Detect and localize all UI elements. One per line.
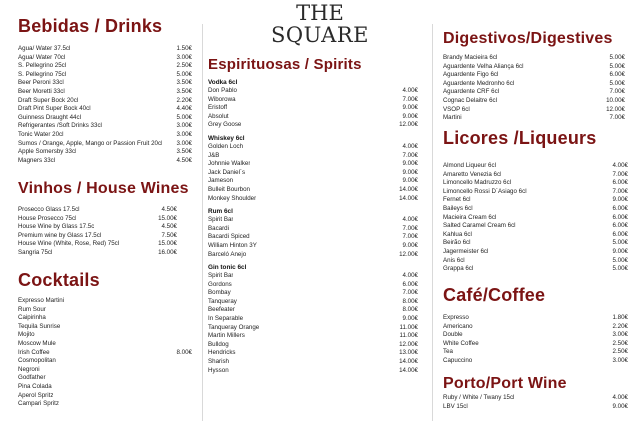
menu-item-price: 4.50€ bbox=[176, 156, 192, 164]
menu-item-name: Grey Goose bbox=[208, 121, 242, 129]
menu-item bbox=[443, 162, 628, 171]
menu-item-price: 7.00€ bbox=[402, 151, 418, 159]
menu-item-price: 14.00€ bbox=[399, 194, 418, 202]
menu-item bbox=[208, 298, 418, 307]
menu-item-name: Limoncello Rossi D´Asiago 6cl bbox=[443, 187, 527, 195]
menu-item-price: 4.00€ bbox=[402, 87, 418, 94]
menu-item-price: 11.00€ bbox=[399, 332, 418, 340]
menu-item-name: J&B bbox=[208, 151, 220, 159]
menu-item bbox=[18, 54, 192, 63]
menu-item-name: Caipirinha bbox=[18, 314, 46, 322]
menu-item-name: Guinness Draught 44cl bbox=[18, 113, 81, 121]
menu-item-name: Aperol Spritz bbox=[18, 391, 54, 399]
menu-item-price: 9.00€ bbox=[402, 160, 418, 168]
menu-item-price: 7.50€ bbox=[161, 231, 177, 239]
menu-item bbox=[443, 231, 628, 240]
menu-item-price bbox=[188, 366, 192, 375]
menu-item-price: 4.00€ bbox=[402, 216, 418, 224]
menu-item-price: 15.00€ bbox=[158, 214, 177, 222]
menu-item-name: Double bbox=[443, 331, 463, 339]
menu-item-price: 7.00€ bbox=[609, 88, 625, 96]
menu-item-price: 3.50€ bbox=[176, 87, 192, 95]
menu-item-name: Macieira Cream 6cl bbox=[443, 213, 497, 221]
menu-item-name: Spirit Bar bbox=[208, 216, 234, 224]
menu-item bbox=[443, 106, 625, 115]
menu-item-price: 6.00€ bbox=[612, 230, 628, 238]
menu-item-price: 6.00€ bbox=[612, 179, 628, 187]
menu-item-price: 8.00€ bbox=[402, 297, 418, 305]
menu-item bbox=[208, 233, 418, 242]
menu-item-price: 1.50€ bbox=[176, 45, 192, 52]
menu-item-price: 5.00€ bbox=[609, 79, 625, 87]
menu-item bbox=[208, 152, 418, 161]
menu-item-name: Baileys 6cl bbox=[443, 204, 473, 212]
menu-item-price: 5.00€ bbox=[612, 265, 628, 273]
menu-item bbox=[208, 324, 418, 333]
menu-item bbox=[18, 122, 192, 131]
coffee-list bbox=[443, 314, 628, 366]
menu-item bbox=[443, 394, 628, 403]
menu-item-price: 3.00€ bbox=[612, 331, 628, 339]
section-title-wines: Vinhos / House Wines bbox=[18, 180, 189, 197]
menu-item-price bbox=[188, 400, 192, 409]
menu-item bbox=[18, 340, 192, 349]
wines-list bbox=[18, 206, 177, 258]
menu-item-name: Americano bbox=[443, 322, 473, 330]
menu-item-name: Mojito bbox=[18, 331, 35, 339]
menu-item bbox=[443, 314, 628, 323]
menu-item-name: Gordons bbox=[208, 280, 232, 288]
menu-item-price: 2.20€ bbox=[612, 322, 628, 330]
cocktails-list bbox=[18, 297, 192, 409]
menu-item-name: Spirit Bar bbox=[208, 272, 234, 280]
menu-item-price: 4.00€ bbox=[402, 142, 418, 150]
menu-item-name: Monkey Shoulder bbox=[208, 194, 257, 202]
menu-item bbox=[18, 88, 192, 97]
menu-item-name: Eristoff bbox=[208, 104, 228, 112]
menu-item-name: Almond Liqueur 6cl bbox=[443, 162, 496, 169]
column-divider bbox=[202, 24, 203, 421]
menu-item bbox=[18, 215, 177, 224]
menu-item-name: Godfather bbox=[18, 374, 46, 382]
menu-item-price bbox=[188, 383, 192, 392]
menu-item-price bbox=[188, 297, 192, 306]
menu-item-price bbox=[188, 331, 192, 340]
menu-item-name: Capuccino bbox=[443, 356, 473, 364]
menu-item bbox=[18, 105, 192, 114]
menu-item bbox=[18, 223, 177, 232]
menu-item bbox=[443, 331, 628, 340]
menu-item bbox=[18, 314, 192, 323]
menu-item-price: 2.20€ bbox=[176, 96, 192, 104]
menu-item-price: 8.00€ bbox=[402, 306, 418, 314]
menu-item-name: Johnnie Walker bbox=[208, 160, 251, 168]
menu-item-name: Anis 6cl bbox=[443, 256, 465, 264]
menu-item-price: 3.50€ bbox=[176, 148, 192, 156]
menu-item-name: Aguardente CRF 6cl bbox=[443, 88, 500, 96]
menu-item-price: 9.00€ bbox=[402, 177, 418, 185]
menu-item-price: 6.00€ bbox=[609, 71, 625, 79]
section-title-coffee: Café/Coffee bbox=[443, 285, 546, 305]
menu-item-price: 14.00€ bbox=[399, 185, 418, 193]
menu-item-name: Draft Super Bock 20cl bbox=[18, 96, 79, 104]
menu-item-price: 12.00€ bbox=[399, 121, 418, 129]
menu-item bbox=[18, 140, 192, 149]
drinks-list bbox=[18, 45, 192, 165]
logo bbox=[262, 2, 378, 46]
menu-item-price: 14.00€ bbox=[399, 358, 418, 366]
menu-item-price: 11.00€ bbox=[399, 323, 418, 331]
menu-item bbox=[443, 54, 625, 63]
menu-item bbox=[208, 113, 418, 122]
menu-item-name: Prosecco Glass 17.5cl bbox=[18, 206, 80, 213]
menu-item-price: 5.00€ bbox=[609, 62, 625, 70]
menu-item-name: Jack Daniel´s bbox=[208, 168, 246, 176]
menu-item-name: Jameson bbox=[208, 177, 234, 185]
menu-item-price: 2.50€ bbox=[612, 348, 628, 356]
menu-item-price: 12.00€ bbox=[606, 105, 625, 113]
menu-item-name: Hysson bbox=[208, 366, 229, 374]
spirits-group-title: Gin tonic 6cl bbox=[208, 264, 247, 272]
menu-item-price: 4.00€ bbox=[402, 272, 418, 280]
menu-item-price: 9.00€ bbox=[612, 402, 628, 410]
menu-item bbox=[443, 248, 628, 257]
menu-item bbox=[208, 104, 418, 113]
menu-item-name: In Separable bbox=[208, 315, 244, 323]
menu-item-price: 9.00€ bbox=[402, 112, 418, 120]
menu-item-name: Grappa 6cl bbox=[443, 265, 474, 273]
menu-item bbox=[18, 297, 192, 306]
menu-item bbox=[443, 348, 628, 357]
spirits-group-title: Vodka 6cl bbox=[208, 79, 238, 86]
menu-item-price: 15.00€ bbox=[158, 240, 177, 248]
menu-item bbox=[18, 349, 192, 358]
section-title-spirits: Espirituosas / Spirits bbox=[208, 56, 362, 73]
menu-item-price: 9.00€ bbox=[402, 168, 418, 176]
menu-item-name: Moscow Mule bbox=[18, 339, 56, 347]
section-title-drinks: Bebidas / Drinks bbox=[18, 16, 163, 36]
menu-item-name: Hendricks bbox=[208, 349, 236, 357]
menu-item-name: Agua/ Water 70cl bbox=[18, 53, 66, 61]
menu-item-name: VSOP 6cl bbox=[443, 105, 470, 113]
menu-item-price: 7.00€ bbox=[402, 95, 418, 103]
menu-item-name: Premium wine by Glass 17.5cl bbox=[18, 231, 102, 239]
menu-item-name: Expresso bbox=[443, 314, 469, 321]
menu-item-name: Barceló Anejo bbox=[208, 250, 247, 258]
menu-item-price: 3.00€ bbox=[612, 356, 628, 364]
menu-item-price: 7.00€ bbox=[402, 233, 418, 241]
menu-item-name: Bombay bbox=[208, 289, 231, 297]
menu-item-name: Tea bbox=[443, 348, 453, 356]
menu-item bbox=[208, 332, 418, 341]
menu-item-price: 4.00€ bbox=[612, 394, 628, 401]
menu-item bbox=[208, 216, 418, 225]
menu-item-name: Beefeater bbox=[208, 306, 235, 314]
menu-item-name: Cosmopolitan bbox=[18, 357, 56, 365]
menu-item-name: Tequila Sunrise bbox=[18, 322, 61, 330]
menu-item-name: Aguardente Medronho 6cl bbox=[443, 79, 515, 87]
menu-item bbox=[18, 114, 192, 123]
menu-item bbox=[18, 232, 177, 241]
menu-item bbox=[18, 97, 192, 106]
menu-item-price bbox=[188, 323, 192, 332]
menu-item bbox=[208, 225, 418, 234]
menu-item bbox=[208, 143, 418, 152]
menu-item bbox=[208, 349, 418, 358]
menu-item-name: Tanqueray bbox=[208, 297, 237, 305]
menu-item bbox=[443, 171, 628, 180]
menu-item-name: Campari Spritz bbox=[18, 400, 59, 408]
spirits-group-title: Rum 6cl bbox=[208, 208, 233, 216]
menu-item-price: 4.50€ bbox=[161, 206, 177, 213]
menu-item-price bbox=[188, 314, 192, 323]
menu-item bbox=[18, 366, 192, 375]
menu-item bbox=[443, 403, 628, 412]
menu-item bbox=[208, 289, 418, 298]
menu-item-name: Rum Sour bbox=[18, 305, 46, 313]
menu-item bbox=[443, 196, 628, 205]
porto-list bbox=[443, 394, 628, 411]
menu-item bbox=[443, 114, 625, 123]
menu-item-price bbox=[188, 392, 192, 401]
menu-item-price bbox=[188, 374, 192, 383]
menu-item-name: Kahlua 6cl bbox=[443, 230, 472, 238]
menu-item bbox=[208, 160, 418, 169]
menu-item-price: 12.00€ bbox=[399, 340, 418, 348]
menu-item-price: 3.00€ bbox=[176, 53, 192, 61]
menu-item bbox=[443, 97, 625, 106]
menu-item bbox=[208, 341, 418, 350]
liqueurs-list bbox=[443, 162, 628, 274]
menu-item bbox=[18, 374, 192, 383]
menu-item bbox=[443, 71, 625, 80]
menu-item-name: Ruby / White / Twany 15cl bbox=[443, 394, 515, 401]
menu-item-price: 7.00€ bbox=[609, 114, 625, 122]
menu-item-name: House Prosecco 75cl bbox=[18, 214, 77, 222]
menu-item bbox=[208, 169, 418, 178]
menu-item-name: Refrigerantes /Soft Drinks 33cl bbox=[18, 122, 102, 130]
menu-item bbox=[18, 131, 192, 140]
menu-item-name: Sangria 75cl bbox=[18, 248, 53, 256]
menu-item-name: Agua/ Water 37.5cl bbox=[18, 45, 71, 52]
menu-item-price: 5.00€ bbox=[176, 70, 192, 78]
menu-item-price: 2.50€ bbox=[176, 62, 192, 70]
menu-item bbox=[18, 62, 192, 71]
menu-item-price: 9.00€ bbox=[402, 315, 418, 323]
menu-item-name: Don Pablo bbox=[208, 87, 237, 94]
menu-item bbox=[208, 177, 418, 186]
menu-item-name: Expresso Martini bbox=[18, 297, 65, 304]
menu-item bbox=[208, 358, 418, 367]
section-title-porto: Porto/Port Wine bbox=[443, 375, 567, 392]
menu-item bbox=[208, 186, 418, 195]
menu-item-price: 7.00€ bbox=[612, 187, 628, 195]
menu-item bbox=[443, 188, 628, 197]
menu-item-name: Brandy Macieira 6cl bbox=[443, 54, 498, 61]
section-title-cocktails: Cocktails bbox=[18, 270, 100, 290]
menu-item bbox=[443, 239, 628, 248]
spirits-list bbox=[208, 78, 418, 375]
menu-item bbox=[443, 88, 625, 97]
menu-item-price: 16.00€ bbox=[158, 248, 177, 256]
spirits-group-title: Whiskey 6cl bbox=[208, 134, 245, 142]
menu-item-price: 9.00€ bbox=[402, 104, 418, 112]
menu-item-name: Irish Coffee bbox=[18, 348, 50, 356]
menu-item-name: LBV 15cl bbox=[443, 402, 468, 410]
menu-item-price bbox=[188, 306, 192, 315]
menu-item-name: Fernet 6cl bbox=[443, 196, 471, 204]
menu-item-price: 6.00€ bbox=[612, 222, 628, 230]
menu-item-price: 9.00€ bbox=[402, 241, 418, 249]
menu-item bbox=[208, 121, 418, 130]
menu-item bbox=[18, 392, 192, 401]
menu-item bbox=[443, 214, 628, 223]
menu-item-name: Bulleit Bourbon bbox=[208, 185, 250, 193]
menu-item-name: Apple Somersby 33cl bbox=[18, 148, 77, 156]
menu-item bbox=[443, 205, 628, 214]
menu-item-name: Sumos / Orange, Apple, Mango or Passion Fruit 20cl bbox=[18, 139, 163, 147]
menu-item-price: 9.00€ bbox=[612, 247, 628, 255]
menu-item-name: Pina Colada bbox=[18, 382, 52, 390]
menu-item bbox=[18, 323, 192, 332]
menu-item bbox=[443, 80, 625, 89]
menu-item-name: Beirão 6cl bbox=[443, 239, 471, 247]
menu-item bbox=[443, 265, 628, 274]
menu-item bbox=[208, 242, 418, 251]
menu-item-price: 6.00€ bbox=[402, 280, 418, 288]
section-title-liqueurs: Licores /Liqueurs bbox=[443, 128, 597, 148]
menu-item bbox=[18, 71, 192, 80]
menu-item-name: Limoncello Madruzzo 6cl bbox=[443, 179, 512, 187]
menu-item-price: 12.00€ bbox=[399, 250, 418, 258]
menu-item-price: 13.00€ bbox=[399, 349, 418, 357]
menu-item bbox=[208, 87, 418, 96]
menu-item-price: 7.00€ bbox=[402, 289, 418, 297]
menu-item-name: Absolut bbox=[208, 112, 229, 120]
menu-item bbox=[18, 45, 192, 54]
menu-item-name: Draft Pint Super Bock 40cl bbox=[18, 105, 91, 113]
menu-item bbox=[208, 306, 418, 315]
section-title-digestifs: Digestivos/Digestives bbox=[443, 30, 613, 47]
menu-item-name: Tanqueray Orange bbox=[208, 323, 260, 331]
menu-item-name: Sharish bbox=[208, 358, 229, 366]
menu-item bbox=[18, 240, 177, 249]
menu-item-price: 8.00€ bbox=[176, 348, 192, 356]
logo-line-2: SQUARE bbox=[271, 23, 369, 47]
menu-item bbox=[208, 272, 418, 281]
menu-item bbox=[18, 400, 192, 409]
menu-item bbox=[18, 331, 192, 340]
menu-item-price: 4.00€ bbox=[612, 162, 628, 169]
menu-item-price: 2.50€ bbox=[612, 339, 628, 347]
menu-item bbox=[18, 357, 192, 366]
menu-item-name: Aguardente Velha Aliança 6cl bbox=[443, 62, 524, 70]
menu-item bbox=[208, 367, 418, 376]
menu-item bbox=[208, 251, 418, 260]
menu-item-name: Martini bbox=[443, 114, 462, 122]
menu-item-price: 3.00€ bbox=[176, 139, 192, 147]
menu-item-price: 5.00€ bbox=[176, 113, 192, 121]
menu-item-name: Beer Moretti 33cl bbox=[18, 87, 65, 95]
menu-item-name: White Coffee bbox=[443, 339, 479, 347]
menu-item-price: 4.50€ bbox=[161, 223, 177, 231]
menu-item-name: Bulldog bbox=[208, 340, 229, 348]
menu-item bbox=[443, 179, 628, 188]
menu-item-price bbox=[188, 340, 192, 349]
menu-item-price: 1.80€ bbox=[612, 314, 628, 321]
menu-item bbox=[18, 383, 192, 392]
menu-item bbox=[443, 222, 628, 231]
menu-item bbox=[18, 79, 192, 88]
menu-item-price bbox=[188, 357, 192, 366]
digestifs-list bbox=[443, 54, 625, 123]
menu-item-name: Cognac Delaitre 6cl bbox=[443, 96, 497, 104]
menu-item bbox=[18, 306, 192, 315]
menu-item-name: Martin Millers bbox=[208, 332, 245, 340]
menu-item-name: Wiborowa bbox=[208, 95, 236, 103]
menu-item-name: House Wine by Glass 17.5c bbox=[18, 223, 95, 231]
menu-item bbox=[443, 323, 628, 332]
menu-item-price: 5.00€ bbox=[609, 54, 625, 61]
menu-item bbox=[443, 63, 625, 72]
menu-item-price: 3.00€ bbox=[176, 122, 192, 130]
menu-item-name: Tonic Water 20cl bbox=[18, 130, 64, 138]
menu-item bbox=[443, 257, 628, 266]
menu-item bbox=[208, 96, 418, 105]
logo-line-1: THE bbox=[296, 1, 344, 25]
menu-item-name: Aguardente Figo 6cl bbox=[443, 71, 499, 79]
menu-item-price: 4.40€ bbox=[176, 105, 192, 113]
menu-item-price: 5.00€ bbox=[612, 256, 628, 264]
menu-item-name: William Hinton 3Y bbox=[208, 241, 257, 249]
menu-item-name: Salted Caramel Cream 6cl bbox=[443, 222, 516, 230]
menu-item-price: 7.00€ bbox=[612, 170, 628, 178]
menu-item-name: S. Pellegrino 75cl bbox=[18, 70, 67, 78]
menu-item-price: 7.00€ bbox=[402, 224, 418, 232]
menu-item-name: Jagermeister 6cl bbox=[443, 247, 489, 255]
menu-item-name: Magners 33cl bbox=[18, 156, 56, 164]
menu-item bbox=[208, 315, 418, 324]
menu-item-price: 5.00€ bbox=[612, 239, 628, 247]
menu-item bbox=[18, 249, 177, 258]
menu-item-price: 6.00€ bbox=[612, 204, 628, 212]
menu-item-name: Bacardi Spiced bbox=[208, 233, 250, 241]
menu-item-price: 14.00€ bbox=[399, 366, 418, 374]
menu-item bbox=[18, 206, 177, 215]
menu-item bbox=[18, 148, 192, 157]
menu-item bbox=[208, 195, 418, 204]
menu-item-price: 9.00€ bbox=[612, 196, 628, 204]
menu-item bbox=[208, 281, 418, 290]
menu-item-price: 3.50€ bbox=[176, 79, 192, 87]
menu-item-name: Amaretto Venezia 6cl bbox=[443, 170, 502, 178]
menu-item-name: Golden Loch bbox=[208, 142, 244, 150]
menu-item-price: 10.00€ bbox=[606, 96, 625, 104]
menu-item-name: Beer Peroni 33cl bbox=[18, 79, 64, 87]
menu-item-name: S. Pellegrino 25cl bbox=[18, 62, 67, 70]
menu-item-price: 3.00€ bbox=[176, 130, 192, 138]
menu-item bbox=[443, 357, 628, 366]
column-divider bbox=[432, 24, 433, 421]
menu-item bbox=[443, 340, 628, 349]
menu-item-name: House Wine (White, Rose, Red) 75cl bbox=[18, 240, 120, 248]
menu-item bbox=[18, 157, 192, 166]
menu-item-name: Bacardi bbox=[208, 224, 229, 232]
menu-item-name: Negroni bbox=[18, 365, 40, 373]
menu-item-price: 6.00€ bbox=[612, 213, 628, 221]
